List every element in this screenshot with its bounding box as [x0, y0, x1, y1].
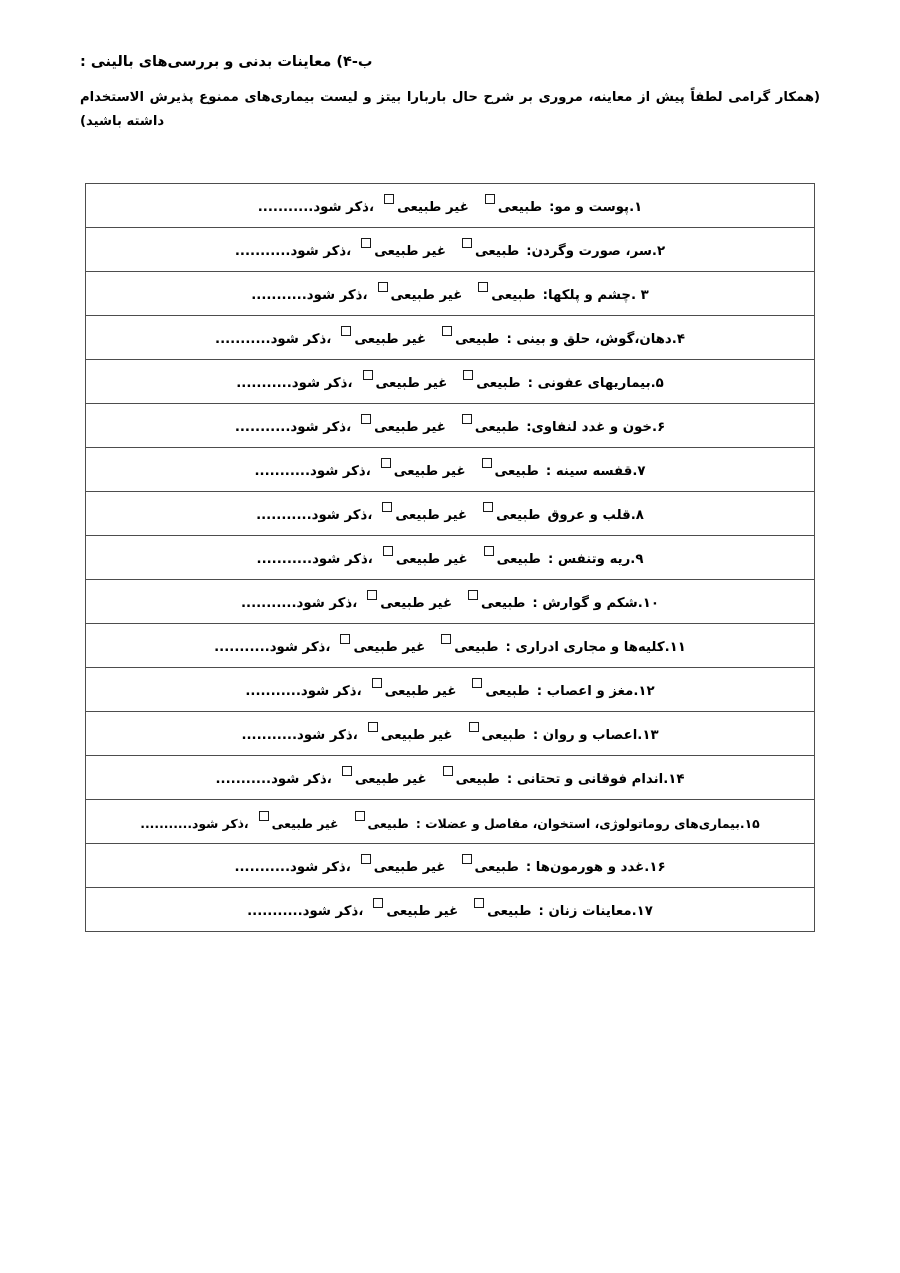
exam-item-index: ۱۰.: [637, 595, 660, 611]
option-abnormal-label: غیر طبیعی: [395, 507, 468, 523]
checkbox-normal[interactable]: [478, 282, 488, 292]
note-label: ،ذکر شود: [296, 595, 358, 611]
note-label: ،ذکر شود: [192, 815, 249, 831]
exam-item-index: ۱۵.: [739, 815, 760, 831]
note-label: ،ذکر شود: [313, 199, 375, 215]
instructions-line-1: (همکار گرامی لطفاً پیش از معاینه، مروری بر شرح حال باربارا بیتز و لیست بیماری‌های ممنوع پذیرش الاستخدام: [80, 89, 820, 105]
note-write-in-field[interactable]: ...........: [254, 463, 311, 479]
exam-item-label: سر، صورت وگردن:: [526, 243, 652, 259]
exam-item-label: شکم و گوارش :: [532, 595, 638, 611]
table-row: [86, 404, 815, 448]
exam-item-index: ۱۳.: [637, 727, 659, 743]
checkbox-normal[interactable]: [462, 238, 472, 248]
table-row: [86, 228, 815, 272]
exam-item-index: ۶.: [652, 419, 666, 435]
exam-item-line: [98, 370, 802, 393]
note-write-in-field[interactable]: ...........: [251, 287, 307, 303]
exam-item-label: قفسه سینه :: [545, 463, 633, 479]
exam-item-index: ۱۶.: [644, 859, 666, 875]
option-normal-label: طبیعی: [494, 463, 539, 479]
exam-item-index: ۲.: [651, 243, 666, 259]
exam-item-cell: [86, 492, 815, 536]
note-write-in-field[interactable]: ...........: [256, 507, 312, 523]
note-write-in-field[interactable]: ...........: [256, 551, 313, 567]
exam-item-line: [98, 546, 802, 569]
checkbox-abnormal[interactable]: [367, 590, 377, 600]
checkbox-abnormal[interactable]: [342, 766, 352, 776]
table-row: [86, 536, 815, 580]
checkbox-normal[interactable]: [355, 811, 365, 821]
exam-item-line: [98, 634, 802, 657]
checkbox-abnormal[interactable]: [361, 238, 371, 248]
checkbox-abnormal[interactable]: [361, 414, 371, 424]
checkbox-abnormal[interactable]: [368, 722, 378, 732]
table-row: [86, 272, 815, 316]
checkbox-abnormal[interactable]: [383, 546, 393, 556]
exam-item-cell: [86, 624, 815, 668]
note-write-in-field[interactable]: ...........: [215, 331, 271, 347]
note-label: ،ذکر شود: [300, 683, 362, 699]
table-row: [86, 448, 815, 492]
note-write-in-field[interactable]: ...........: [234, 243, 291, 259]
note-label: ،ذکر شود: [271, 771, 332, 787]
checkbox-normal[interactable]: [442, 326, 452, 336]
exam-item-cell: [86, 756, 815, 800]
note-write-in-field[interactable]: ...........: [214, 639, 270, 655]
option-normal-label: طبیعی: [496, 507, 541, 523]
option-abnormal-label: غیر طبیعی: [354, 771, 427, 787]
note-write-in-field[interactable]: ...........: [236, 375, 292, 391]
exam-item-label: کلیه‌ها و مجاری ادراری :: [505, 639, 665, 655]
option-abnormal-label: غیر طبیعی: [353, 639, 426, 655]
note-write-in-field[interactable]: ...........: [234, 419, 291, 435]
exam-item-cell: [86, 712, 815, 756]
option-abnormal-label: غیر طبیعی: [374, 419, 446, 435]
checkbox-abnormal[interactable]: [372, 678, 382, 688]
instructions-paragraph: [80, 86, 820, 135]
checkbox-abnormal[interactable]: [341, 326, 351, 336]
exam-item-index: ۹.: [630, 551, 644, 567]
exam-item-label: غدد و هورمون‌ها :: [525, 859, 645, 875]
exam-item-line: [98, 766, 802, 789]
checkbox-normal[interactable]: [462, 414, 472, 424]
exam-item-cell: [86, 404, 815, 448]
exam-item-index: ۳ .: [630, 287, 649, 303]
checkbox-abnormal[interactable]: [378, 282, 388, 292]
exam-item-cell: [86, 360, 815, 404]
exam-item-label: بیماری‌های روماتولوژی، استخوان، مفاصل و عضلات :: [415, 815, 740, 831]
note-label: ،ذکر شود: [306, 287, 368, 303]
exam-item-line: [98, 326, 802, 349]
exam-item-label: بیماریهای عفونی :: [527, 375, 651, 391]
exam-item-cell: [86, 844, 815, 888]
option-abnormal-label: غیر طبیعی: [393, 463, 466, 479]
note-label: ،ذکر شود: [291, 375, 353, 391]
exam-item-line: [98, 414, 802, 437]
exam-item-label: اندام فوقانی و تحتانی :: [506, 771, 664, 787]
checkbox-normal[interactable]: [482, 458, 492, 468]
option-abnormal-label: غیر طبیعی: [354, 331, 427, 347]
checkbox-normal[interactable]: [443, 766, 453, 776]
option-normal-label: طبیعی: [491, 287, 536, 303]
note-label: ،ذکر شود: [310, 463, 371, 479]
note-label: ،ذکر شود: [312, 551, 373, 567]
option-normal-label: طبیعی: [455, 331, 500, 347]
option-abnormal-label: غیر طبیعی: [380, 595, 453, 611]
note-label: ،ذکر شود: [290, 419, 352, 435]
option-normal-label: طبیعی: [481, 727, 526, 743]
exam-item-index: ۱۲.: [633, 683, 655, 699]
examination-table: [85, 183, 815, 932]
table-row: [86, 888, 815, 932]
checkbox-abnormal[interactable]: [381, 458, 391, 468]
form-header: [80, 52, 820, 135]
exam-item-index: ۱.: [629, 199, 643, 215]
option-normal-label: طبیعی: [497, 199, 543, 215]
exam-item-label: چشم و پلکها:: [542, 287, 631, 303]
exam-item-index: ۱۴.: [663, 771, 685, 787]
table-row: [86, 492, 815, 536]
checkbox-normal[interactable]: [468, 590, 478, 600]
checkbox-abnormal[interactable]: [382, 502, 392, 512]
checkbox-abnormal[interactable]: [259, 811, 269, 821]
note-label: ،ذکر شود: [297, 727, 358, 743]
note-write-in-field[interactable]: ...........: [245, 683, 301, 699]
exam-item-cell: [86, 536, 815, 580]
option-abnormal-label: غیر طبیعی: [397, 199, 469, 215]
exam-item-line: [98, 590, 802, 613]
section-title: [80, 52, 820, 74]
exam-item-line: [98, 282, 802, 305]
exam-item-index: ۵.: [650, 375, 664, 391]
exam-item-line: [98, 898, 802, 921]
exam-item-cell: [86, 668, 815, 712]
note-label: ،ذکر شود: [270, 331, 332, 347]
exam-item-label: اعصاب و روان :: [532, 727, 638, 743]
table-row: [86, 800, 815, 844]
option-normal-label: طبیعی: [485, 683, 530, 699]
exam-item-cell: [86, 316, 815, 360]
table-row: [86, 624, 815, 668]
note-write-in-field[interactable]: ...........: [257, 199, 314, 215]
table-row: [86, 580, 815, 624]
note-write-in-field[interactable]: ...........: [247, 903, 303, 919]
exam-item-index: ۱۱.: [664, 639, 686, 655]
exam-item-line: [98, 194, 802, 217]
note-write-in-field[interactable]: ...........: [215, 771, 272, 787]
note-label: ،ذکر شود: [269, 639, 331, 655]
checkbox-normal[interactable]: [469, 722, 479, 732]
option-normal-label: طبیعی: [496, 551, 541, 567]
option-abnormal-label: غیر طبیعی: [384, 683, 457, 699]
exam-item-cell: [86, 272, 815, 316]
option-normal-label: طبیعی: [476, 375, 521, 391]
option-normal-label: طبیعی: [487, 903, 532, 919]
option-normal-label: طبیعی: [367, 815, 409, 831]
option-abnormal-label: غیر طبیعی: [386, 903, 459, 919]
exam-item-cell: [86, 888, 815, 932]
exam-item-line: [98, 502, 802, 525]
table-row: [86, 756, 815, 800]
exam-item-label: دهان،گوش، حلق و بینی :: [506, 331, 672, 347]
table-row: [86, 844, 815, 888]
exam-item-label: پوست و مو:: [549, 199, 630, 215]
exam-item-line: [98, 678, 802, 701]
exam-item-label: ریه وتنفس :: [547, 551, 631, 567]
note-write-in-field[interactable]: ...........: [140, 815, 193, 831]
checkbox-abnormal[interactable]: [373, 898, 383, 908]
checkbox-normal[interactable]: [484, 546, 494, 556]
option-normal-label: طبیعی: [455, 771, 500, 787]
option-normal-label: طبیعی: [474, 243, 520, 259]
exam-item-label: خون و غدد لنفاوی:: [526, 419, 652, 435]
instructions-line-2: داشته باشید): [80, 114, 165, 130]
exam-item-cell: [86, 228, 815, 272]
checkbox-normal[interactable]: [483, 502, 493, 512]
note-label: ،ذکر شود: [290, 859, 351, 875]
option-abnormal-label: غیر طبیعی: [374, 243, 446, 259]
exam-item-index: ۱۷.: [631, 903, 653, 919]
checkbox-abnormal[interactable]: [361, 854, 371, 864]
section-title-text: ب-۴) معاینات بدنی و بررسی‌های بالینی :: [80, 54, 373, 70]
table-row: [86, 668, 815, 712]
checkbox-normal[interactable]: [474, 898, 484, 908]
option-normal-label: طبیعی: [474, 419, 520, 435]
option-abnormal-label: غیر طبیعی: [390, 287, 463, 303]
exam-item-cell: [86, 800, 815, 844]
option-abnormal-label: غیر طبیعی: [395, 551, 468, 567]
checkbox-abnormal[interactable]: [384, 194, 394, 204]
checkbox-normal[interactable]: [462, 854, 472, 864]
note-label: ،ذکر شود: [311, 507, 373, 523]
option-abnormal-label: غیر طبیعی: [271, 815, 339, 831]
exam-item-label: معاینات زنان :: [538, 903, 632, 919]
exam-item-line: [98, 238, 802, 261]
table-row: [86, 712, 815, 756]
exam-item-cell: [86, 580, 815, 624]
exam-item-label: قلب و عروق: [547, 507, 631, 523]
exam-item-line: [98, 722, 802, 745]
checkbox-abnormal[interactable]: [340, 634, 350, 644]
option-normal-label: طبیعی: [454, 639, 499, 655]
exam-item-index: ۷.: [632, 463, 646, 479]
table-row: [86, 360, 815, 404]
note-write-in-field[interactable]: ...........: [240, 595, 297, 611]
option-abnormal-label: غیر طبیعی: [375, 375, 448, 391]
checkbox-abnormal[interactable]: [363, 370, 373, 380]
note-write-in-field[interactable]: ...........: [241, 727, 298, 743]
exam-item-line: [98, 811, 802, 833]
exam-item-cell: [86, 448, 815, 492]
exam-item-label: مغز و اعصاب :: [536, 683, 634, 699]
checkbox-normal[interactable]: [463, 370, 473, 380]
note-label: ،ذکر شود: [290, 243, 352, 259]
note-write-in-field[interactable]: ...........: [234, 859, 291, 875]
exam-item-line: [98, 458, 802, 481]
option-abnormal-label: غیر طبیعی: [380, 727, 453, 743]
exam-item-index: ۸.: [630, 507, 644, 523]
checkbox-normal[interactable]: [485, 194, 495, 204]
exam-item-index: ۴.: [671, 331, 685, 347]
table-row: [86, 316, 815, 360]
examination-table-body: [86, 184, 815, 932]
option-abnormal-label: غیر طبیعی: [373, 859, 446, 875]
table-row: [86, 184, 815, 228]
checkbox-normal[interactable]: [472, 678, 482, 688]
checkbox-normal[interactable]: [441, 634, 451, 644]
exam-item-line: [98, 854, 802, 877]
option-normal-label: طبیعی: [481, 595, 526, 611]
note-label: ،ذکر شود: [302, 903, 364, 919]
option-normal-label: طبیعی: [474, 859, 519, 875]
exam-item-cell: [86, 184, 815, 228]
